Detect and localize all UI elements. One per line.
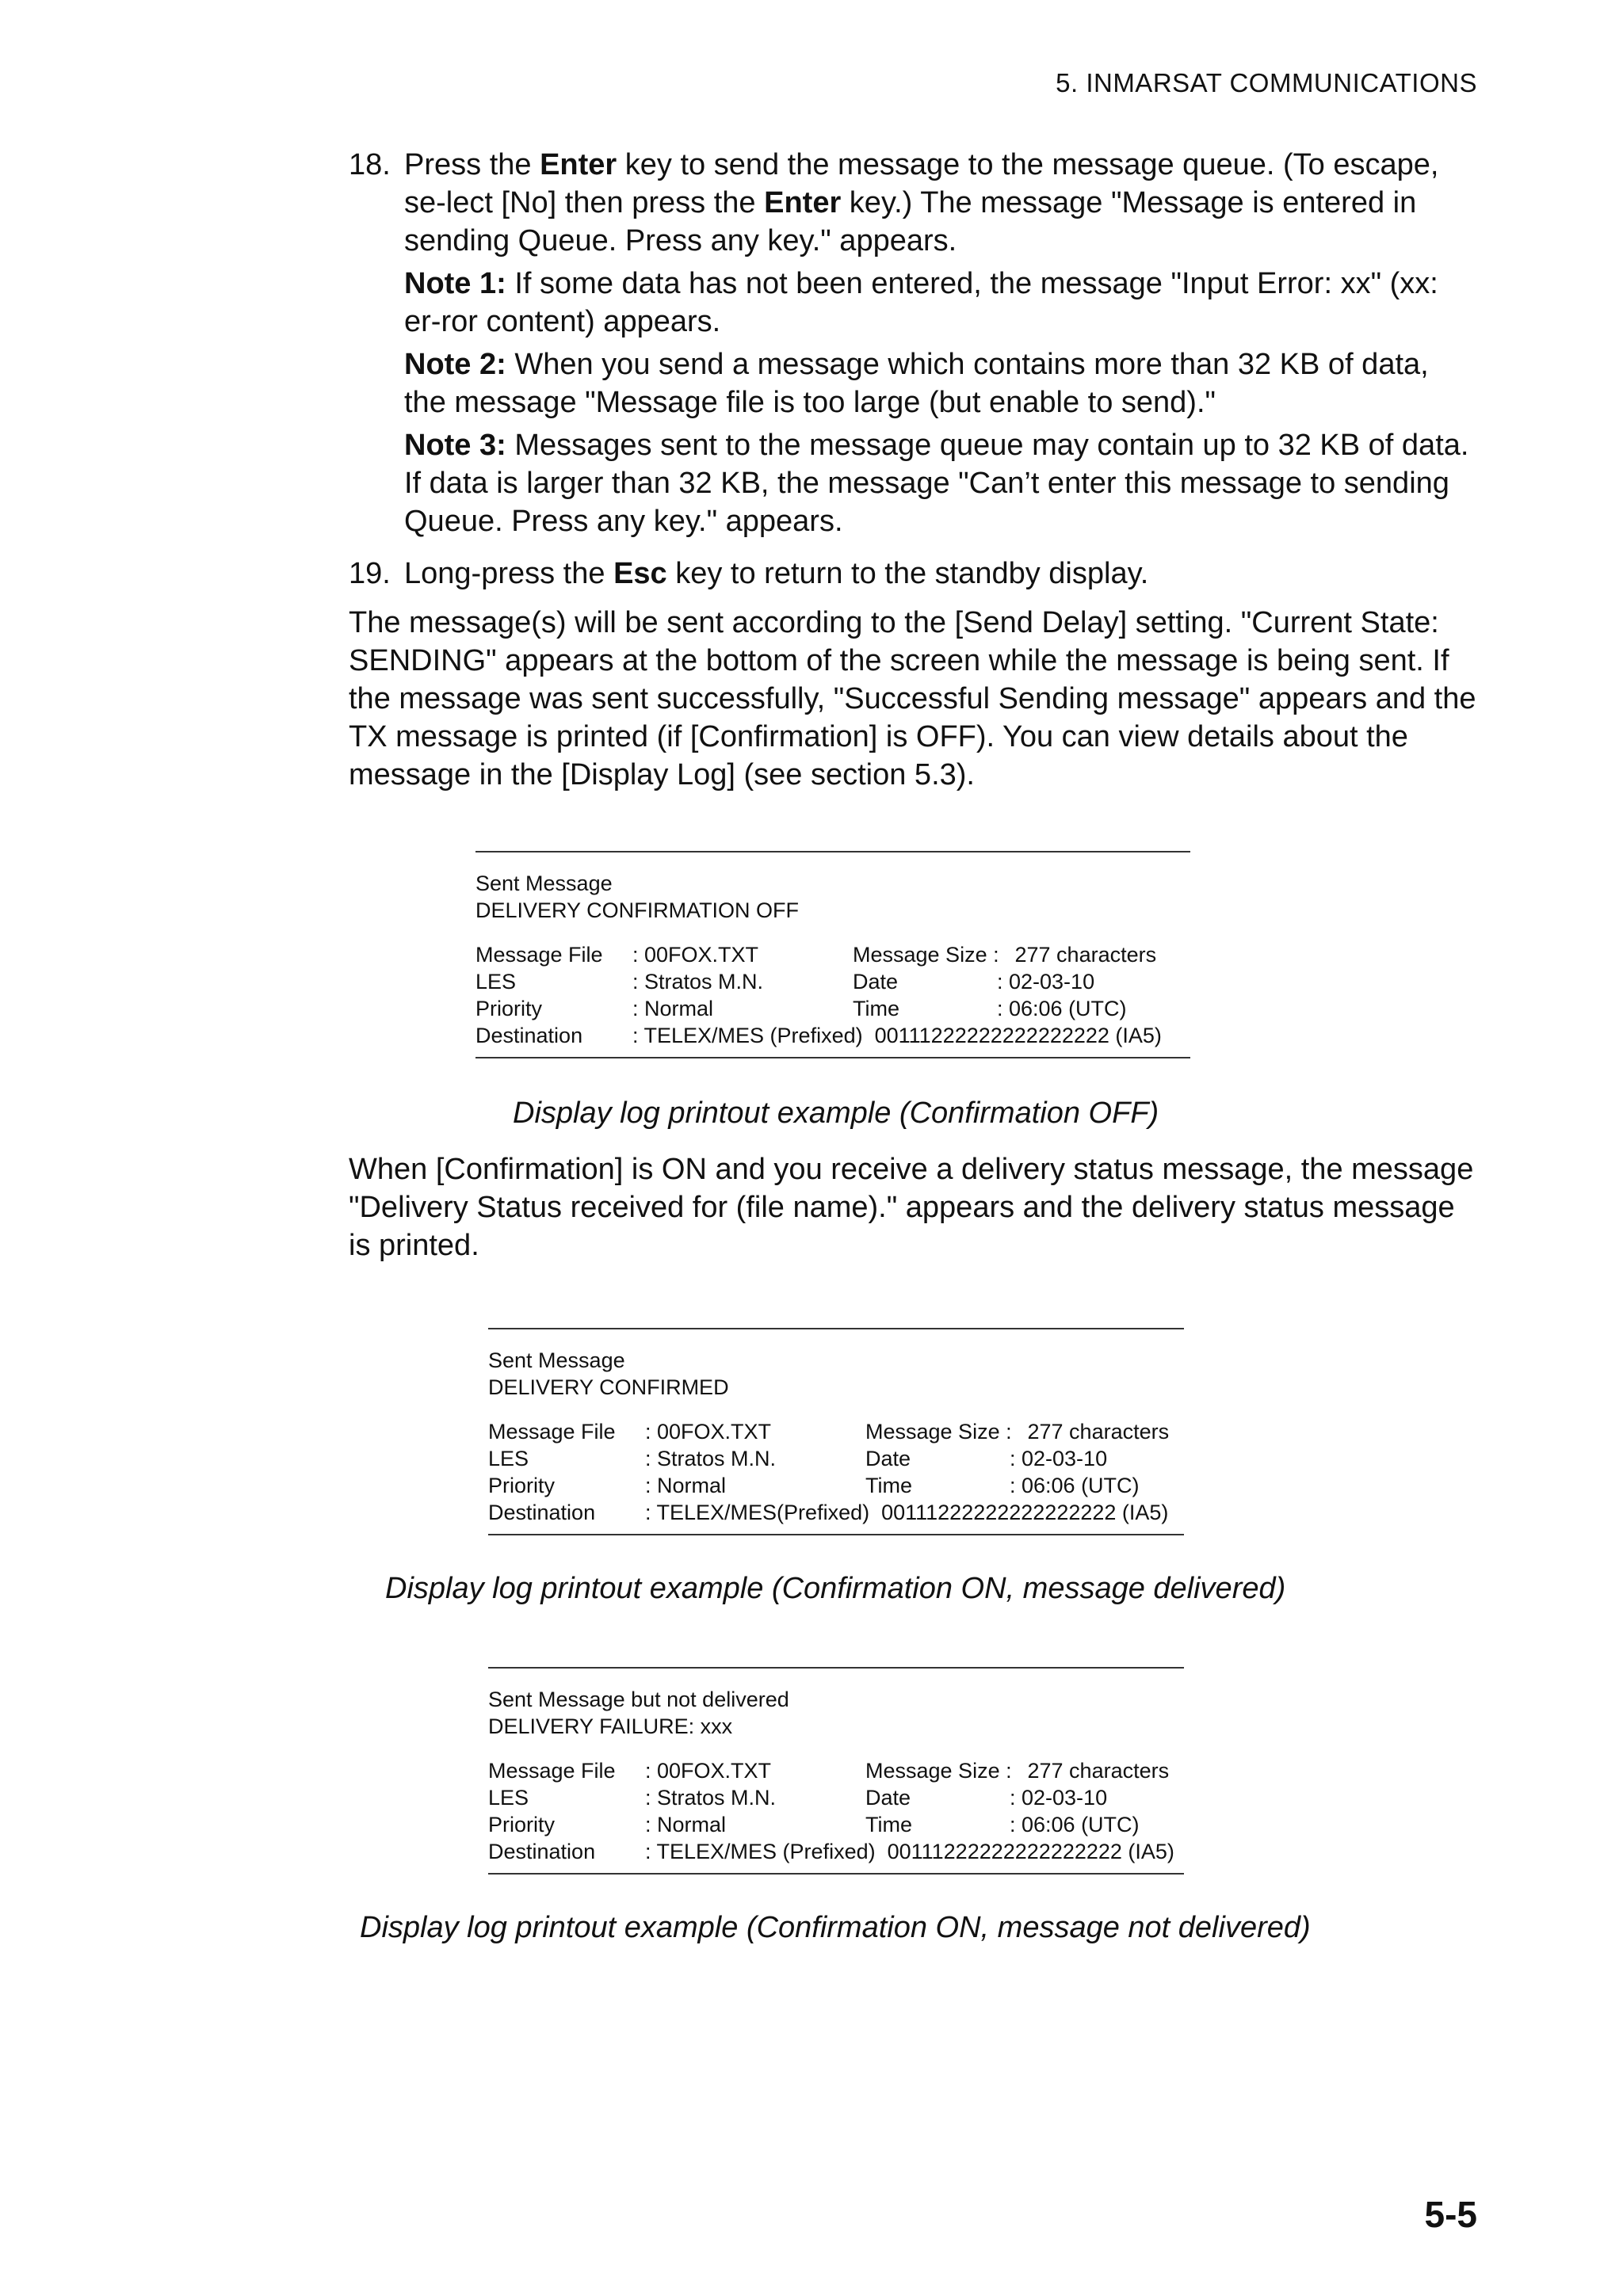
note-text: Messages sent to the message queue may contain up to 32 KB of data. If data is larger than 32 KB, the message "Can’t enter this message to sending Queue. Press any key." appears. — [404, 429, 1469, 538]
log-row — [488, 1757, 1184, 1784]
log-field-value: : Stratos M.N. — [645, 1447, 777, 1470]
log-field-label: Time — [853, 997, 899, 1020]
log-field-value: : 02-03-10 — [1010, 1786, 1108, 1810]
log-field-value: : Normal — [645, 1813, 727, 1836]
log-field-label: Destination — [475, 1024, 583, 1047]
log-field-label: LES — [488, 1786, 529, 1810]
log-title: Sent Message — [488, 1348, 625, 1372]
log-printout-not-delivered — [488, 1667, 1184, 1875]
log-field-label: Priority — [475, 997, 543, 1020]
step-number: 19. — [349, 557, 391, 590]
log-field-value: : Stratos M.N. — [645, 1786, 777, 1810]
step-text-part: Long-press the — [404, 557, 614, 590]
note-label: Note 1: — [404, 267, 506, 300]
step-number: 18. — [349, 148, 391, 181]
log-field-label: Priority — [488, 1813, 556, 1836]
log-field-label: Message File — [488, 1420, 616, 1444]
log-field-value: : 00FOX.TXT — [645, 1759, 772, 1783]
note-3 — [404, 426, 1477, 540]
log-field-value: : 00FOX.TXT — [632, 943, 759, 967]
log-field-label: Date — [865, 1447, 911, 1470]
step-19 — [349, 555, 1477, 593]
note-text: When you send a message which contains more than 32 KB of data, the message "Message file is too large (but enable to send)." — [404, 348, 1429, 419]
log-field-label: Date — [853, 970, 899, 994]
log-status: DELIVERY FAILURE: xxx — [488, 1714, 733, 1738]
log-field-value: : Normal — [645, 1474, 727, 1497]
caption-log-not-delivered: Display log printout example (Confirmation ON, message not delivered) — [360, 1911, 1311, 1944]
log-field-value: 277 characters — [997, 943, 1157, 967]
esc-key-label: Esc — [613, 557, 667, 590]
log-row — [488, 1499, 1184, 1526]
log-field-label: LES — [475, 970, 517, 994]
log-field-value: 277 characters — [1010, 1420, 1170, 1444]
log-field-label: Message Size : — [865, 1420, 1012, 1444]
log-row — [475, 995, 1190, 1022]
step-18 — [349, 146, 1477, 540]
step-text-part: key.) The message "Message is entered in sending Queue. Press any key." appears. — [404, 186, 1417, 257]
log-field-value: : 06:06 (UTC) — [1010, 1813, 1140, 1836]
step-text-part: key to send the message to the message queue. (To escape, se-lect [No] then press the — [404, 148, 1439, 219]
log-field-label: Message Size : — [853, 943, 999, 967]
log-field-label: Message Size : — [865, 1759, 1012, 1783]
log-field-value: 277 characters — [1010, 1759, 1170, 1783]
note-2 — [404, 345, 1477, 421]
log-row — [488, 1418, 1184, 1445]
caption-log-confirmation-off: Display log printout example (Confirmation OFF) — [513, 1097, 1159, 1130]
enter-key-label: Enter — [764, 186, 842, 219]
enter-key-label: Enter — [540, 148, 617, 181]
log-field-label: Time — [865, 1474, 912, 1497]
log-field-value: : 06:06 (UTC) — [997, 997, 1127, 1020]
log-row — [488, 1838, 1184, 1865]
log-row — [488, 1472, 1184, 1499]
caption-log-confirmed: Display log printout example (Confirmation ON, message delivered) — [385, 1572, 1286, 1605]
log-row — [475, 968, 1190, 995]
paragraph-confirmation-on: When [Confirmation] is ON and you receive a delivery status message, the message "Delivery Status received for (file name)." appears and the delivery status message is printed. — [349, 1153, 1474, 1262]
note-label: Note 3: — [404, 429, 506, 462]
log-field-value: : TELEX/MES (Prefixed) 00111222222222222222 (IA5) — [645, 1840, 1174, 1863]
log-title: Sent Message — [475, 871, 613, 895]
note-label: Note 2: — [404, 348, 506, 381]
note-text: If some data has not been entered, the message "Input Error: xx" (xx: er-ror content) appears. — [404, 267, 1438, 338]
log-field-label: Message File — [488, 1759, 616, 1783]
log-field-value: : 06:06 (UTC) — [1010, 1474, 1140, 1497]
log-field-value: : 02-03-10 — [1010, 1447, 1108, 1470]
log-row — [488, 1811, 1184, 1838]
section-header: 5. INMARSAT COMMUNICATIONS — [1056, 68, 1477, 97]
log-status: DELIVERY CONFIRMATION OFF — [475, 898, 800, 922]
step-text-part: key to return to the standby display. — [666, 557, 1149, 590]
paragraph-send-delay: The message(s) will be sent according to the [Send Delay] setting. "Current State: SENDING" appears at the bottom of the screen while the message is being sent. If the message was sent successfully, "Successful Sending message" appears and the TX message is printed (if [Confirmation] is OFF). You can view details about the message in the [Display Log] (see section 5.3). — [349, 606, 1476, 791]
log-field-value: : TELEX/MES(Prefixed) 00111222222222222222 (IA5) — [645, 1501, 1169, 1524]
log-field-label: Message File — [475, 943, 603, 967]
log-field-value: : Normal — [632, 997, 714, 1020]
log-field-value: : 02-03-10 — [997, 970, 1095, 994]
log-row — [488, 1784, 1184, 1811]
log-printout-confirmed — [488, 1328, 1184, 1535]
log-field-value: : Stratos M.N. — [632, 970, 764, 994]
step-text — [404, 555, 1477, 593]
log-field-label: Destination — [488, 1840, 596, 1863]
log-field-value: : TELEX/MES (Prefixed) 00111222222222222222 (IA5) — [632, 1024, 1162, 1047]
step-text-part: Press the — [404, 148, 540, 181]
log-field-label: LES — [488, 1447, 529, 1470]
step-text — [404, 146, 1477, 260]
note-1 — [404, 265, 1477, 341]
page-number: 5-5 — [1424, 2194, 1477, 2235]
log-field-label: Time — [865, 1813, 912, 1836]
log-field-value: : 00FOX.TXT — [645, 1420, 772, 1444]
log-field-label: Priority — [488, 1474, 556, 1497]
log-title: Sent Message but not delivered — [488, 1688, 789, 1711]
log-field-label: Destination — [488, 1501, 596, 1524]
log-row — [475, 1022, 1190, 1049]
log-status: DELIVERY CONFIRMED — [488, 1375, 729, 1399]
log-printout-confirmation-off — [475, 851, 1190, 1058]
log-row — [475, 941, 1190, 968]
log-field-label: Date — [865, 1786, 911, 1810]
log-row — [488, 1445, 1184, 1472]
